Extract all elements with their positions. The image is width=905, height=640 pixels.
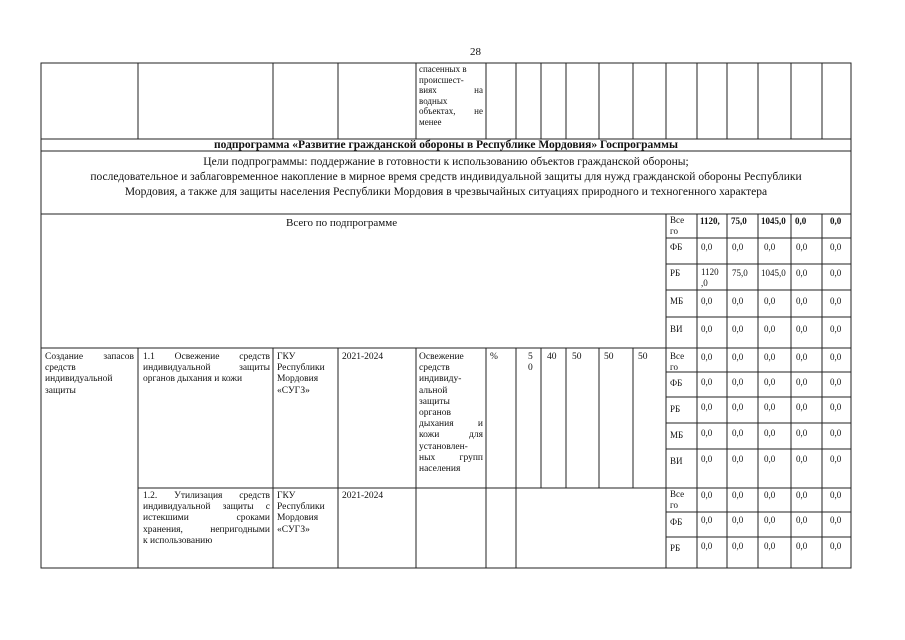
finance-source: ФБ: [670, 242, 683, 252]
finance-value: 0,0: [764, 296, 776, 306]
measure-title-line: хранения, непригодными: [143, 524, 270, 535]
measure-title-line: индивидуальной защиты с: [143, 502, 270, 513]
task-name: [45, 352, 134, 397]
top-indicator-line: менее: [419, 116, 442, 127]
finance-source: МБ: [670, 430, 684, 440]
finance-source: Все го: [670, 489, 685, 510]
measure-title-line: 1.2. Утилизация средств: [143, 491, 270, 501]
finance-value: 0,0: [796, 402, 808, 412]
indicator-line: ных групп: [419, 452, 483, 463]
total-label: Всего по подпрограмме: [286, 217, 398, 229]
executor-line: Мордовия: [277, 513, 319, 524]
finance-value: 1120 ,0: [701, 267, 719, 288]
measure-2-period: 2021-2024: [342, 491, 384, 501]
finance-value: 0,0: [764, 515, 776, 525]
finance-value: 0,0: [764, 242, 776, 252]
finance-value: 0,0: [830, 490, 842, 500]
executor-line: Республики: [277, 502, 325, 513]
executor-line: Мордовия: [277, 374, 319, 385]
finance-value: 0,0: [796, 428, 808, 438]
measure-title-line: органов дыхания и кожи: [143, 374, 243, 385]
finance-value: 0,0: [796, 352, 808, 362]
finance-value: 0,0: [732, 402, 744, 412]
goal-line: Мордовия, а также для защиты населения Республики Мордовия в чрезвычайных ситуациях природного и техногенного характера: [124, 186, 768, 198]
finance-value: 0,0: [732, 515, 744, 525]
top-indicator-line: спасенных в: [419, 64, 467, 74]
indicator-line: установлен-: [419, 441, 468, 452]
measure-1-indicator: [419, 352, 483, 475]
finance-value: 0,0: [830, 296, 842, 306]
finance-value: 0,0: [796, 541, 808, 551]
measure-1-value: 50: [572, 352, 582, 362]
indicator-line: средств: [419, 363, 450, 374]
top-indicator-cell: [419, 64, 483, 127]
measure-1-title: [143, 352, 270, 386]
finance-value: 0,0: [795, 216, 807, 226]
indicator-line: индивиду-: [419, 374, 462, 385]
finance-value: 0,0: [764, 490, 776, 500]
finance-value: 0,0: [732, 541, 744, 551]
indicator-line: органов: [419, 408, 451, 419]
executor-line: «СУГЗ»: [277, 524, 310, 535]
finance-value: 0,0: [830, 324, 842, 334]
indicator-line: Освежение: [419, 352, 464, 362]
measure-1-executor: [277, 352, 325, 397]
finance-value: 0,0: [796, 268, 808, 278]
finance-value: 0,0: [830, 428, 842, 438]
indicator-line: защиты: [419, 396, 450, 407]
finance-value: 0,0: [701, 428, 713, 438]
finance-value: 1120,: [700, 216, 720, 226]
finance-value: 0,0: [764, 541, 776, 551]
finance-value: 0,0: [796, 324, 808, 334]
measure-2-title: [143, 491, 270, 547]
indicator-line: дыхания и: [419, 419, 483, 430]
top-indicator-line: виях на: [419, 85, 483, 95]
measure-title-line: индивидуальной защиты: [143, 363, 270, 374]
finance-value: 0,0: [830, 352, 842, 362]
indicator-line: альной: [419, 385, 448, 396]
finance-value: 0,0: [796, 242, 808, 252]
finance-value: 0,0: [701, 454, 713, 464]
measure-title-line: к использованию: [143, 535, 213, 546]
goal-line: Цели подпрограммы: поддержание в готовности к использованию объектов гражданской обороны;: [203, 156, 689, 168]
finance-value: 75,0: [732, 268, 748, 278]
finance-value: 0,0: [764, 352, 776, 362]
measure-1-value: 50: [604, 352, 614, 362]
finance-value: 0,0: [732, 352, 744, 362]
task-name-line: Создание запасов: [45, 352, 134, 362]
finance-value: 0,0: [796, 490, 808, 500]
indicator-line: кожи для: [419, 430, 483, 441]
finance-value: 0,0: [701, 541, 713, 551]
finance-value: 0,0: [732, 490, 744, 500]
finance-value: 0,0: [732, 454, 744, 464]
task-name-line: защиты: [45, 385, 76, 396]
finance-value: 1045,0: [761, 216, 786, 226]
finance-value: 0,0: [764, 454, 776, 464]
finance-source: ВИ: [670, 456, 683, 466]
measure-1-unit: %: [490, 352, 498, 362]
executor-line: «СУГЗ»: [277, 385, 310, 396]
finance-value: 0,0: [830, 541, 842, 551]
finance-value: 0,0: [830, 268, 842, 278]
finance-value: 0,0: [701, 402, 713, 412]
finance-value: 75,0: [731, 216, 747, 226]
measure-1-value: 40: [547, 352, 557, 362]
finance-source: РБ: [670, 404, 681, 414]
task-name-line: средств: [45, 363, 76, 374]
executor-line: ГКУ: [277, 352, 296, 362]
measure-title-line: 1.1 Освежение средств: [143, 352, 270, 362]
measure-1-value: 5 0: [528, 352, 533, 374]
top-indicator-line: происшест-: [419, 74, 464, 85]
task-name-line: индивидуальной: [45, 374, 113, 385]
executor-line: Республики: [277, 363, 325, 374]
finance-source: ФБ: [670, 378, 683, 388]
finance-value: 1045,0: [761, 268, 786, 278]
finance-value: 0,0: [764, 324, 776, 334]
finance-value: 0,0: [701, 296, 713, 306]
finance-value: 0,0: [830, 377, 842, 387]
top-indicator-line: водных: [419, 95, 448, 106]
finance-value: 0,0: [796, 296, 808, 306]
finance-value: 0,0: [796, 454, 808, 464]
finance-value: 0,0: [830, 216, 842, 226]
measure-2-executor: [277, 491, 325, 536]
subprogram-goals: [41, 155, 851, 200]
finance-source: Все го: [670, 351, 685, 372]
finance-value: 0,0: [701, 324, 713, 334]
measure-1-period: 2021-2024: [342, 352, 384, 362]
finance-value: 0,0: [732, 324, 744, 334]
finance-value: 0,0: [701, 377, 713, 387]
finance-value: 0,0: [764, 402, 776, 412]
finance-value: 0,0: [764, 377, 776, 387]
finance-value: 0,0: [796, 515, 808, 525]
finance-value: 0,0: [732, 242, 744, 252]
finance-value: 0,0: [830, 454, 842, 464]
finance-value: 0,0: [830, 402, 842, 412]
top-indicator-line: объектах, не: [419, 106, 483, 116]
finance-value: 0,0: [732, 296, 744, 306]
indicator-line: населения: [419, 464, 461, 475]
goal-line: последовательное и заблаговременное накопление в мирное время средств индивидуальной защиты для нужд гражданской обороны Республики: [90, 171, 802, 183]
finance-value: 0,0: [701, 242, 713, 252]
finance-source: Все го: [670, 215, 685, 236]
finance-value: 0,0: [796, 377, 808, 387]
finance-value: 0,0: [830, 515, 842, 525]
page-number: 28: [470, 46, 481, 58]
finance-value: 0,0: [732, 377, 744, 387]
finance-source: ФБ: [670, 517, 683, 527]
measure-1-value: 50: [638, 352, 648, 362]
finance-value: 0,0: [701, 352, 713, 362]
finance-value: 0,0: [830, 242, 842, 252]
finance-source: РБ: [670, 268, 681, 278]
finance-source: МБ: [670, 296, 684, 306]
finance-value: 0,0: [764, 428, 776, 438]
subprogram-title: подпрограмма «Развитие гражданской обороны в Республике Мордовия» Госпрограммы: [214, 139, 678, 151]
finance-source: РБ: [670, 543, 681, 553]
finance-value: 0,0: [701, 515, 713, 525]
measure-title-line: истекшими сроками: [143, 513, 270, 524]
finance-value: 0,0: [701, 490, 713, 500]
executor-line: ГКУ: [277, 491, 296, 501]
finance-source: ВИ: [670, 324, 683, 334]
finance-value: 0,0: [732, 428, 744, 438]
